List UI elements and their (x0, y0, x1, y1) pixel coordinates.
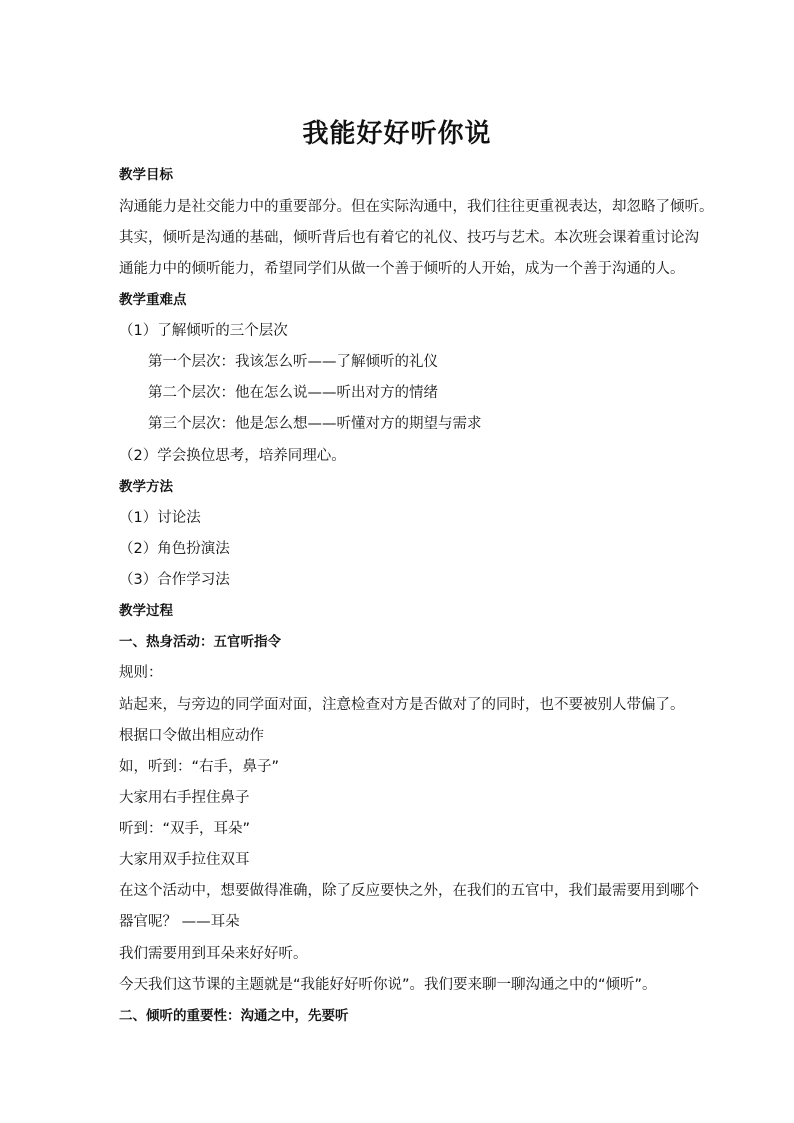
paragraph-line: 大家用双手拉住双耳 (119, 852, 250, 868)
paragraph-line: （1）讨论法 (119, 510, 201, 526)
paragraph-line: 今天我们这节课的主题就是“我能好好听你说”。我们要来聊一聊沟通之中的“倾听”。 (119, 977, 657, 993)
paragraph-line: 如，听到：“右手，鼻子” (119, 759, 280, 775)
paragraph-line: 规则： (119, 665, 163, 681)
paragraph-line: 根据口令做出相应动作 (119, 728, 264, 744)
paragraph-line: 其实，倾听是沟通的基础，倾听背后也有着它的礼仪、技巧与艺术。本次班会课着重讨论沟 (119, 230, 699, 246)
section-heading: 二、倾听的重要性：沟通之中，先要听 (119, 1008, 349, 1024)
paragraph-line: 沟通能力是社交能力中的重要部分。但在实际沟通中，我们往往更重视表达，却忽略了倾听。 (119, 199, 714, 215)
section-heading: 教学方法 (119, 479, 173, 495)
page-title: 我能好好听你说 (302, 119, 492, 149)
paragraph-line: 听到：“双手，耳朵” (119, 821, 251, 837)
paragraph-line: 第一个层次：我该怎么听——了解倾听的礼仪 (148, 354, 438, 370)
paragraph-line: 大家用右手捏住鼻子 (119, 790, 250, 806)
paragraph-line: 通能力中的倾听能力，希望同学们从做一个善于倾听的人开始，成为一个善于沟通的人。 (119, 261, 685, 277)
paragraph-line: 第二个层次：他在怎么说——听出对方的情绪 (148, 385, 438, 401)
paragraph-line: 第三个层次：他是怎么想——听懂对方的期望与需求 (148, 416, 482, 432)
section-heading: 教学目标 (119, 167, 173, 183)
paragraph-line: 站起来，与旁边的同学面对面，注意检查对方是否做对了的同时，也不要被别人带偏了。 (119, 697, 685, 713)
paragraph-line: 在这个活动中，想要做得准确，除了反应要快之外，在我们的五官中，我们最需要用到哪个 (119, 883, 699, 899)
paragraph-line: （3）合作学习法 (119, 572, 230, 588)
paragraph-line: 器官呢？ ——耳朵 (119, 914, 240, 930)
section-heading: 教学过程 (119, 603, 173, 619)
section-heading: 一、热身活动：五官听指令 (119, 634, 281, 650)
paragraph-line: （2）学会换位思考，培养同理心。 (119, 448, 346, 464)
section-heading: 教学重难点 (119, 292, 187, 308)
paragraph-line: （1）了解倾听的三个层次 (119, 323, 288, 339)
paragraph-line: 我们需要用到耳朵来好好听。 (119, 946, 308, 962)
paragraph-line: （2）角色扮演法 (119, 541, 230, 557)
